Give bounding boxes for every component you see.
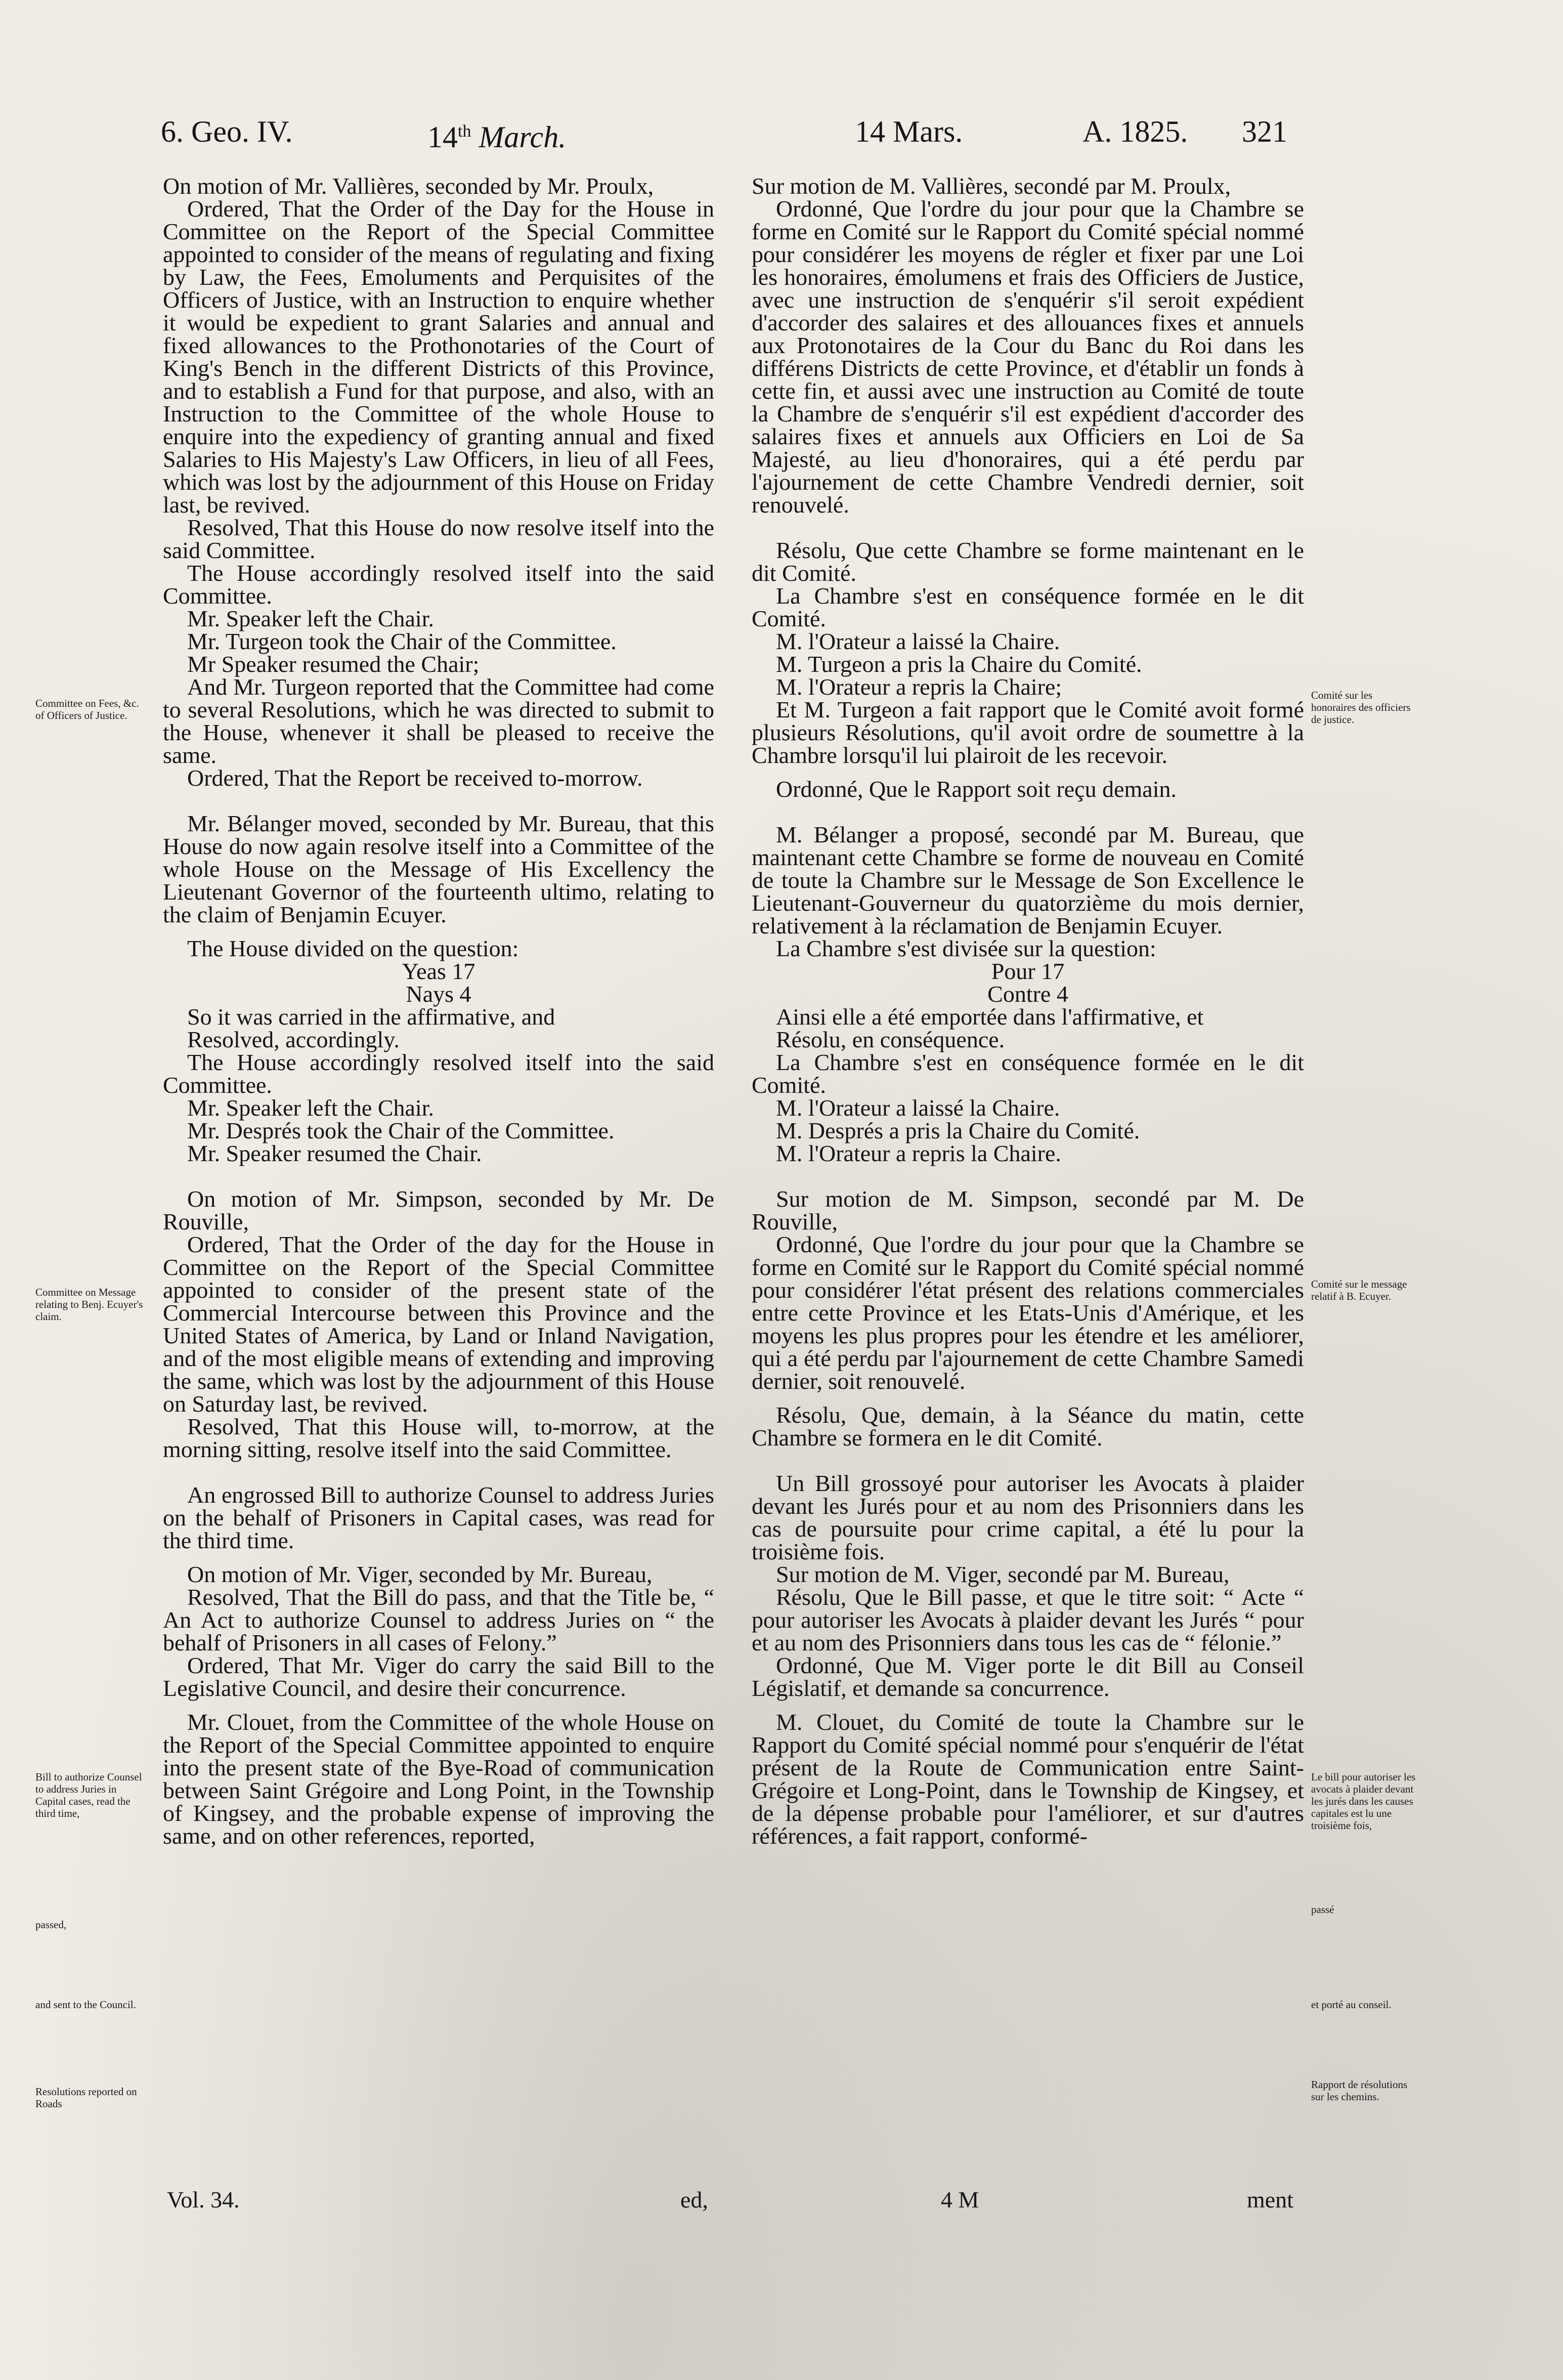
english-paragraph: Resolved, accordingly. [187, 1027, 400, 1052]
margin-note-right-1: Comité sur les honoraires des officiers de justice. [1311, 689, 1411, 726]
french-paragraph: Résolu, Que le Bill passe, et que le titre soit: “ Acte “ pour autoriser les Avocats à plaider devant les Jurés “ pour et au nom des Prisonniers dans tous les cas de “ félonie.” [752, 1584, 1304, 1655]
english-column [163, 175, 714, 1847]
english-paragraph: Mr. Speaker left the Chair. [187, 1095, 434, 1121]
french-paragraph: La Chambre s'est en conséquence formée en le dit Comité. [752, 1049, 1304, 1098]
english-paragraph: The House accordingly resolved itself into the said Committee. [163, 560, 714, 609]
french-paragraph: M. Turgeon a pris la Chaire du Comité. [776, 651, 1142, 677]
header-regnal-year: 6. Geo. IV. [161, 115, 293, 148]
english-paragraph: The House accordingly resolved itself into the said Committee. [163, 1049, 714, 1098]
french-paragraph: Ordonné, Que le Rapport soit reçu demain. [776, 776, 1177, 802]
french-paragraph: Ordonné, Que l'ordre du jour pour que la Chambre se forme en Comité sur le Rapport du Comité spécial nommé pour considérer l'état présent des relations commerciales entre cette Province et les Etats-Unis d'Amérique, et les moyens les plus propres pour les étendre et les améliorer, qui a été perdu par l'ajournement de cette Chambre Samedi dernier, soit renouvelé. [752, 1231, 1304, 1394]
margin-note-right-4: passé [1311, 1903, 1334, 1916]
french-paragraph: Ordonné, Que M. Viger porte le dit Bill au Conseil Législatif, et demande sa concurrence. [752, 1652, 1304, 1701]
english-paragraph: Resolved, That this House will, to-morrow, at the morning sitting, resolve itself into the said Committee. [163, 1414, 714, 1462]
english-paragraph: Mr. Després took the Chair of the Committee. [187, 1118, 615, 1143]
french-paragraph: M. l'Orateur a laissé la Chaire. [776, 628, 1060, 654]
french-paragraph: Sur motion de M. Vallières, secondé par M. Proulx, [752, 173, 1231, 199]
english-paragraph: Ordered, That the Order of the day for the House in Committee on the Report of the Special Committee appointed to consider of the present state of the Commercial Intercourse between this Province and the United States of America, by Land or Inland Navigation, and of the most eligible means of extending and improving the same, which was lost by the adjournment of this House on Saturday last, be revived. [163, 1231, 714, 1417]
header-year: A. 1825. [1082, 115, 1188, 148]
french-paragraph: Sur motion de M. Viger, secondé par M. Bureau, [776, 1561, 1230, 1587]
english-paragraph: Resolved, That this House do now resolve itself into the said Committee. [163, 515, 714, 563]
margin-note-right-2: Comité sur le message relatif à B. Ecuyer. [1311, 1278, 1407, 1302]
english-paragraph: Resolved, That the Bill do pass, and that the Title be, “ An Act to authorize Counsel to address Juries on “ the behalf of Prisoners in all cases of Felony.” [163, 1584, 714, 1655]
french-column [752, 175, 1304, 1847]
english-paragraph: Mr. Speaker resumed the Chair. [187, 1140, 482, 1166]
page-number: 321 [1242, 115, 1287, 148]
french-paragraph: Ainsi elle a été emportée dans l'affirmative, et [776, 1004, 1204, 1030]
english-paragraph: The House divided on the question: [187, 936, 519, 961]
margin-note-left-5: and sent to the Council. [35, 1999, 136, 2011]
french-paragraph: Un Bill grossoyé pour autoriser les Avocats à plaider devant les Jurés pour et au nom des Prisonniers dans les cas de poursuite pour crime capital, a été lu pour la troisième fois. [752, 1470, 1304, 1564]
french-paragraph: M. l'Orateur a laissé la Chaire. [776, 1095, 1060, 1121]
margin-note-left-3: Bill to authorize Counsel to address Juries in Capital cases, read the third time, [35, 1771, 142, 1819]
header-day-en: 14 [427, 120, 458, 154]
english-paragraph: Mr. Turgeon took the Chair of the Committee. [187, 628, 617, 654]
footer-catchword-en: ed, [680, 2187, 708, 2213]
margin-note-left-1: Committee on Fees, &c. of Officers of Justice. [35, 697, 139, 721]
margin-note-left-2: Committee on Message relating to Benj. Ecuyer's claim. [35, 1286, 143, 1323]
margin-note-right-6: Rapport de résolutions sur les chemins. [1311, 2078, 1408, 2103]
english-paragraph: Mr. Speaker left the Chair. [187, 606, 434, 631]
footer-volume: Vol. 34. [167, 2187, 240, 2213]
french-paragraph: Et M. Turgeon a fait rapport que le Comité avoit formé plusieurs Résolutions, qu'il avoit ordre de soumettre à la Chambre lorsqu'il lui plairoit de les recevoir. [752, 697, 1304, 768]
margin-note-left-4: passed, [35, 1919, 67, 1931]
header-month-en: March. [479, 120, 567, 154]
footer-signature-mark: 4 M [941, 2187, 979, 2213]
margin-note-right-5: et porté au conseil. [1311, 1999, 1392, 2011]
french-paragraph: Résolu, Que, demain, à la Séance du matin, cette Chambre se formera en le dit Comité. [752, 1402, 1304, 1451]
margin-note-right-3: Le bill pour autoriser les avocats à plaider devant les jurés dans les causes capitales est lu une troisième fois, [1311, 1771, 1416, 1832]
french-paragraph: Résolu, Que cette Chambre se forme maintenant en le dit Comité. [752, 537, 1304, 586]
french-paragraph: La Chambre s'est divisée sur la question: [776, 936, 1156, 961]
english-paragraph: Mr. Bélanger moved, seconded by Mr. Bureau, that this House do now again resolve itself into a Committee of the whole House on the Message of His Excellency the Lieutenant Governor of the fourteenth ultimo, relating to the claim of Benjamin Ecuyer. [163, 811, 714, 927]
margin-note-left-6: Resolutions reported on Roads [35, 2086, 137, 2110]
french-paragraph: M. Després a pris la Chaire du Comité. [776, 1118, 1140, 1143]
english-paragraph: Nays 4 [406, 981, 471, 1007]
english-paragraph: So it was carried in the affirmative, and [187, 1004, 555, 1030]
english-paragraph: Ordered, That the Order of the Day for the House in Committee on the Report of the Special Committee appointed to consider of the means of regulating and fixing by Law, the Fees, Emoluments and Perquisites of the Officers of Justice, with an Instruction to enquire whether it would be expedient to grant Salaries and annual and fixed allowances to the Prothonotaries of the Court of King's Bench in the different Districts of this Province, and to establish a Fund for that purpose, and also, with an Instruction to the Committee of the whole House to enquire into the expediency of granting annual and fixed Salaries to His Majesty's Law Officers, in lieu of all Fees, which was lost by the adjournment of this House on Friday last, be revived. [163, 196, 714, 518]
english-paragraph: Ordered, That Mr. Viger do carry the said Bill to the Legislative Council, and desire their concurrence. [163, 1652, 714, 1701]
french-paragraph: Pour 17 [991, 958, 1065, 984]
french-paragraph: Sur motion de M. Simpson, secondé par M. De Rouville, [752, 1186, 1304, 1235]
french-paragraph: M. Clouet, du Comité de toute la Chambre sur le Rapport du Comité spécial nommé pour s'enquérir de l'état présent de la Route de Communication entre Saint-Grégoire et Long-Point, dans le Township de Kingsey, et de la dépense probable pour l'améliorer, et sur d'autres références, a fait rapport, conformé- [752, 1709, 1304, 1849]
french-paragraph: Résolu, en conséquence. [776, 1027, 1005, 1052]
french-paragraph: M. Bélanger a proposé, secondé par M. Bureau, que maintenant cette Chambre se forme de nouveau en Comité de toute la Chambre sur le Message de Son Excellence le Lieutenant-Gouverneur du quatorzième du mois dernier, relativement à la réclamation de Benjamin Ecuyer. [752, 822, 1304, 939]
english-paragraph: And Mr. Turgeon reported that the Committee had come to several Resolutions, which he was directed to submit to the House, whenever it shall be pleased to receive the same. [163, 674, 714, 768]
header-date-en [427, 114, 566, 155]
english-paragraph: Yeas 17 [402, 958, 475, 984]
english-paragraph: On motion of Mr. Simpson, seconded by Mr. De Rouville, [163, 1186, 714, 1235]
english-paragraph: Ordered, That the Report be received to-morrow. [187, 765, 643, 791]
english-paragraph: Mr Speaker resumed the Chair; [187, 651, 480, 677]
french-paragraph: M. l'Orateur a repris la Chaire; [776, 674, 1062, 700]
english-paragraph: On motion of Mr. Viger, seconded by Mr. Bureau, [187, 1561, 653, 1587]
french-paragraph: Ordonné, Que l'ordre du jour pour que la Chambre se forme en Comité sur le Rapport du Comité spécial nommé pour considérer les moyens de régler et fixer par une Loi les honoraires, émolumens et frais des Officiers de Justice, avec une instruction de s'enquérir s'il seroit expédient d'accorder des salaires et des allouances fixes et annuels aux Protonotaires de la Cour du Banc du Roi dans les différens Districts de cette Province, et d'établir un fonds à cette fin, et aussi avec une instruction au Comité de toute la Chambre de s'enquérir s'il est expédient d'accorder des salaires fixes et annuels aux Officiers en Loi de Sa Majesté, au lieu d'honoraires, qui a été perdu par l'ajournement de cette Chambre Vendredi dernier, soit renouvelé. [752, 196, 1304, 518]
english-paragraph: Mr. Clouet, from the Committee of the whole House on the Report of the Special Committee appointed to enquire into the present state of the Bye-Road of communication between Saint Grégoire and Long Point, in the Township of Kingsey, and the probable expense of improving the same, and on other references, reported, [163, 1709, 714, 1849]
french-paragraph: M. l'Orateur a repris la Chaire. [776, 1140, 1061, 1166]
header-day-suffix: th [458, 122, 471, 141]
french-paragraph: Contre 4 [987, 981, 1068, 1007]
header-date-fr: 14 Mars. [855, 115, 963, 148]
french-paragraph: La Chambre s'est en conséquence formée en le dit Comité. [752, 583, 1304, 631]
english-paragraph: An engrossed Bill to authorize Counsel to address Juries on the behalf of Prisoners in Capital cases, was read for the third time. [163, 1482, 714, 1553]
footer-catchword-fr: ment [1247, 2187, 1293, 2213]
english-paragraph: On motion of Mr. Vallières, seconded by Mr. Proulx, [163, 173, 654, 199]
